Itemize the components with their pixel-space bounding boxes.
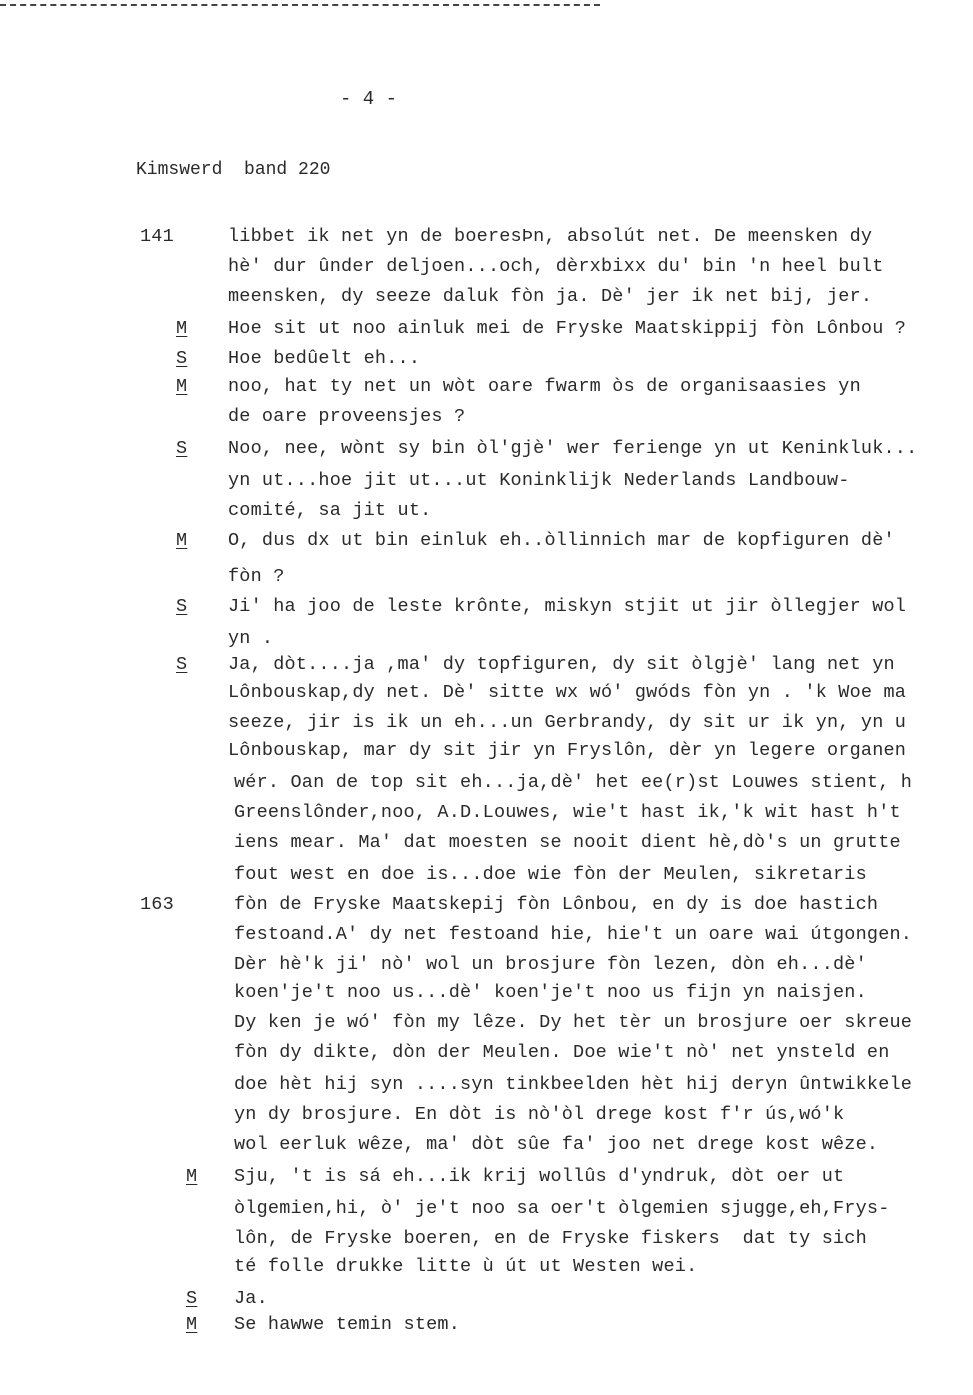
line-text: Sju, 't is sá eh...ik krij wollûs d'yndruk, dòt oer ut — [234, 1166, 845, 1187]
line-text: fòn de Fryske Maatskepij fòn Lônbou, en dy is doe hastich — [234, 894, 879, 915]
line-text: Hoe sit ut noo ainluk mei de Fryske Maatskippij fòn Lônbou ? — [228, 318, 907, 339]
transcript-line — [0, 1134, 973, 1164]
top-dashed-rule — [0, 4, 600, 6]
document-header — [136, 160, 330, 180]
transcript-line — [0, 1012, 973, 1042]
line-text: Lônbouskap, mar dy sit jir yn Fryslôn, dèr yn legere organen — [228, 740, 907, 761]
transcript-line — [0, 832, 973, 862]
transcript-line — [0, 470, 973, 500]
transcript-line — [0, 712, 973, 742]
line-text: lôn, de Fryske boeren, en de Fryske fiskers dat ty sich — [234, 1228, 867, 1249]
transcript-line — [0, 318, 973, 348]
line-text: fòn ? — [228, 566, 285, 587]
header-place: Kimswerd — [136, 160, 223, 180]
transcript-line — [0, 982, 973, 1012]
transcript-line — [0, 1314, 973, 1344]
line-text: doe hèt hij syn ....syn tinkbeelden hèt hij deryn ûntwikkele — [234, 1074, 913, 1095]
line-text: wér. Oan de top sit eh...ja,dè' het ee(r)st Louwes stient, h — [234, 772, 913, 793]
transcript-line — [0, 1198, 973, 1228]
line-text: libbet ik net yn de boeresÞn, absolút net. De meensken dy — [228, 226, 873, 247]
speaker-marker: M — [186, 1314, 198, 1335]
speaker-marker: S — [176, 654, 188, 675]
line-text: Ja, dòt....ja ,ma' dy topfiguren, dy sit òlgjè' lang net yn — [228, 654, 895, 675]
speaker-marker: M — [176, 530, 188, 551]
transcript-line — [0, 894, 973, 924]
transcript-line — [0, 566, 973, 596]
line-text: Ji' ha joo de leste krônte, miskyn stjit ut jir òllegjer wol — [228, 596, 907, 617]
line-text: Noo, nee, wònt sy bin òl'gjè' wer ferienge yn ut Keninkluk... — [228, 438, 918, 459]
line-text: yn dy brosjure. En dòt is nò'òl drege kost f'r ús,wó'k — [234, 1104, 845, 1125]
line-text: fout west en doe is...doe wie fòn der Meulen, sikretaris — [234, 864, 867, 885]
line-number: 163 — [140, 894, 174, 915]
transcript-line — [0, 348, 973, 378]
transcript-line — [0, 802, 973, 832]
line-text: wol eerluk wêze, ma' dòt sûe fa' joo net drege kost wêze. — [234, 1134, 879, 1155]
transcript-line — [0, 1104, 973, 1134]
transcript-line — [0, 954, 973, 984]
line-text: Ja. — [234, 1288, 268, 1309]
line-text: òlgemien,hi, ò' je't noo sa oer't òlgemien sjugge,eh,Frys- — [234, 1198, 890, 1219]
line-text: té folle drukke litte ù út ut Westen wei. — [234, 1256, 698, 1277]
transcript-line — [0, 1074, 973, 1104]
transcript-line — [0, 406, 973, 436]
line-text: koen'je't noo us...dè' koen'je't noo us fijn yn naisjen. — [234, 982, 867, 1003]
speaker-marker: M — [176, 318, 188, 339]
line-text: Hoe bedûelt eh... — [228, 348, 421, 369]
transcript-line — [0, 682, 973, 712]
line-text: Dy ken je wó' fòn my lêze. Dy het tèr un brosjure oer skreue — [234, 1012, 913, 1033]
line-text: O, dus dx ut bin einluk eh..òllinnich mar de kopfiguren dè' — [228, 530, 895, 551]
line-text: yn . — [228, 628, 274, 649]
transcript-line — [0, 1256, 973, 1286]
transcript-line — [0, 1228, 973, 1258]
speaker-marker: M — [176, 376, 188, 397]
line-text: de oare proveensjes ? — [228, 406, 466, 427]
line-text: hè' dur ûnder deljoen...och, dèrxbixx du' bin 'n heel bult — [228, 256, 884, 277]
transcript-line — [0, 530, 973, 560]
transcript-line — [0, 286, 973, 316]
line-text: seeze, jir is ik un eh...un Gerbrandy, dy sit ur ik yn, yn u — [228, 712, 907, 733]
header-tape: band 220 — [244, 160, 331, 180]
transcript-line — [0, 596, 973, 626]
line-text: yn ut...hoe jit ut...ut Koninklijk Nederlands Landbouw- — [228, 470, 850, 491]
transcript-line — [0, 654, 973, 684]
transcript-line — [0, 226, 973, 256]
speaker-marker: S — [176, 438, 188, 459]
transcript-line — [0, 864, 973, 894]
line-text: festoand.A' dy net festoand hie, hie't un oare wai útgongen. — [234, 924, 913, 945]
transcript-line — [0, 438, 973, 468]
transcript-line — [0, 256, 973, 286]
transcript-line — [0, 1166, 973, 1196]
transcript-line — [0, 500, 973, 530]
line-text: iens mear. Ma' dat moesten se nooit dient hè,dò's un grutte — [234, 832, 901, 853]
line-text: noo, hat ty net un wòt oare fwarm òs de organisaasies yn — [228, 376, 861, 397]
line-text: comité, sa jit ut. — [228, 500, 432, 521]
transcript-line — [0, 1042, 973, 1072]
line-text: Greenslônder,noo, A.D.Louwes, wie't hast ik,'k wit hast h't — [234, 802, 901, 823]
line-text: meensken, dy seeze daluk fòn ja. Dè' jer ik net bij, jer. — [228, 286, 873, 307]
speaker-marker: S — [176, 348, 188, 369]
transcript-line — [0, 740, 973, 770]
line-text: Dèr hè'k ji' nò' wol un brosjure fòn lezen, dòn eh...dè' — [234, 954, 867, 975]
transcript-line — [0, 924, 973, 954]
speaker-marker: S — [176, 596, 188, 617]
speaker-marker: S — [186, 1288, 198, 1309]
transcript-line — [0, 772, 973, 802]
line-number: 141 — [140, 226, 174, 247]
speaker-marker: M — [186, 1166, 198, 1187]
transcript-line — [0, 376, 973, 406]
line-text: fòn dy dikte, dòn der Meulen. Doe wie't nò' net ynsteld en — [234, 1042, 890, 1063]
line-text: Lônbouskap,dy net. Dè' sitte wx wó' gwóds fòn yn . 'k Woe ma — [228, 682, 907, 703]
line-text: Se hawwe temin stem. — [234, 1314, 461, 1335]
page-number: - 4 - — [340, 88, 398, 110]
